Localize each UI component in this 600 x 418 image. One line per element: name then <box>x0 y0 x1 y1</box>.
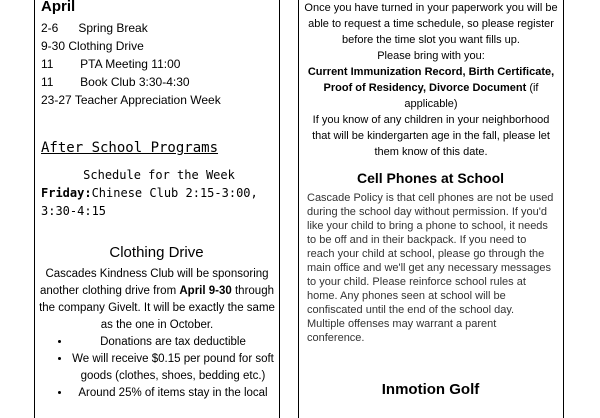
documents-note: (if applicable) <box>404 82 539 110</box>
list-item: • Donations are tax deductible <box>71 334 275 351</box>
list-item: • Around 25% of items stay in the local <box>71 385 275 402</box>
right-column <box>298 0 564 418</box>
calendar-event <box>41 37 221 55</box>
calendar-list <box>41 19 221 109</box>
registration-line: Once you have turned in your paperwork you will be able to request a time schedule, so please register before the time slot you want fills up. <box>304 2 558 46</box>
required-documents <box>303 64 559 112</box>
schedule-heading: Schedule for the Week <box>83 168 235 182</box>
event-date: 23-27 <box>41 93 72 107</box>
calendar-event <box>41 91 221 109</box>
list-item: • We will receive $0.15 per pound for soft goods (clothes, shoes, bedding etc.) <box>71 351 275 385</box>
friday-label: Friday: <box>41 186 92 200</box>
clothing-drive-body <box>39 266 275 402</box>
event-date: 9-30 <box>41 39 66 53</box>
event-text: Book Club 3:30-4:30 <box>80 75 190 89</box>
event-text: Clothing Drive <box>68 39 144 53</box>
calendar-event <box>41 55 221 73</box>
cd-text: Cascades Kindness Club will be sponsoring another clothing drive from <box>40 268 269 297</box>
event-date: 11 <box>41 57 54 71</box>
kindergarten-note: If you know of any children in your neighborhood that will be kindergarten age in the fall, please let them know of this date. <box>312 114 550 158</box>
event-date: 2-6 <box>41 21 59 35</box>
calendar-event <box>41 73 221 91</box>
event-text: Teacher Appreciation Week <box>74 93 221 107</box>
golf-heading: Inmotion Golf <box>381 381 480 398</box>
clothing-drive-heading: Clothing Drive <box>109 244 204 261</box>
bring-with-you: Please bring with you: <box>377 50 485 62</box>
documents-list: Current Immunization Record, Birth Certificate, Proof of Residency, Divorce Document <box>307 66 555 94</box>
cell-phones-body: Cascade Policy is that cell phones are not be used during the school day without permission. If you'd like your child to bring a phone to school, it needs to be off and in their backpack. If you need to reach your child at school, please go through the main office and we'll get any necessary messages to your child. Please reinforce school rules at home. Any phones seen at school will be confiscated until the end of the school day. Multiple offenses may warrant a parent conference. <box>307 192 554 344</box>
clothing-drive-paragraph <box>39 266 275 334</box>
cd-dates: April 9-30 <box>179 285 232 297</box>
calendar-month-heading: April <box>41 0 76 15</box>
event-text: Spring Break <box>78 21 148 35</box>
event-date: 11 <box>41 75 54 89</box>
after-school-heading: After School Programs <box>41 140 219 156</box>
friday-text: Chinese Club 2:15-3:00, <box>91 186 258 200</box>
left-column <box>34 0 280 418</box>
event-text: PTA Meeting 11:00 <box>80 57 181 71</box>
friday-line <box>41 184 277 202</box>
registration-text <box>303 0 559 160</box>
calendar-event <box>41 19 221 37</box>
friday-line-2: 3:30-4:15 <box>41 204 107 218</box>
after-school-schedule <box>41 166 277 220</box>
cd-text-end: through the company Givelt. It will be exactly the same as the one in October. <box>39 285 275 331</box>
clothing-drive-bullets <box>39 334 275 402</box>
cell-phones-heading: Cell Phones at School <box>356 170 505 186</box>
